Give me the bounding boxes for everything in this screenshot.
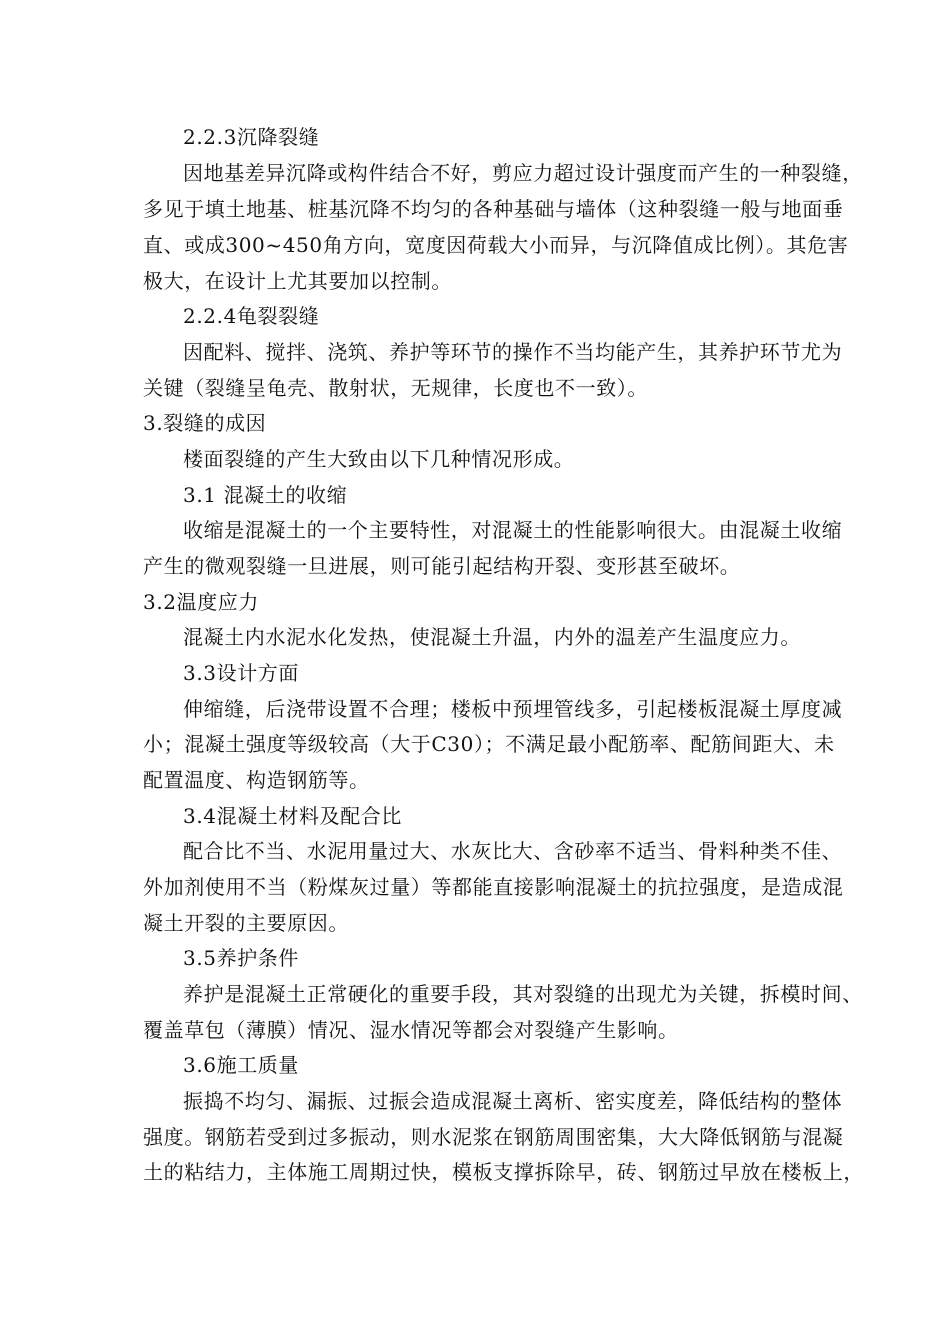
paragraph-line: 因地基差异沉降或构件结合不好，剪应力超过设计强度而产生的一种裂缝， — [183, 161, 863, 185]
subheading-2-2-3: 2.2.3沉降裂缝 — [183, 125, 320, 149]
paragraph-line: 因配料、搅拌、浇筑、养护等环节的操作不当均能产生，其养护环节尤为 — [183, 340, 843, 364]
paragraph-line: 关键（裂缝呈龟壳、散射状，无规律，长度也不一致）。 — [143, 376, 648, 400]
subheading-3-5: 3.5养护条件 — [183, 946, 300, 970]
subheading-3-6: 3.6施工质量 — [183, 1053, 300, 1077]
paragraph-line: 极大，在设计上尤其要加以控制。 — [143, 269, 452, 293]
paragraph-line: 产生的微观裂缝一旦进展，则可能引起结构开裂、变形甚至破坏。 — [143, 554, 741, 578]
paragraph-line: 振捣不均匀、漏振、过振会造成混凝土离析、密实度差，降低结构的整体 — [183, 1089, 843, 1113]
paragraph-line: 外加剂使用不当（粉煤灰过量）等都能直接影响混凝土的抗拉强度，是造成混 — [143, 875, 844, 899]
subheading-3-2: 3.2温度应力 — [143, 590, 260, 614]
paragraph-line: 强度。钢筋若受到过多振动，则水泥浆在钢筋周围密集，大大降低钢筋与混凝 — [143, 1125, 844, 1149]
paragraph-line: 多见于填土地基、桩基沉降不均匀的各种基础与墙体（这种裂缝一般与地面垂 — [143, 197, 844, 221]
paragraph-line: 配合比不当、水泥用量过大、水灰比大、含砂率不适当、骨料种类不佳、 — [183, 839, 843, 863]
subheading-3-3: 3.3设计方面 — [183, 661, 300, 685]
section-heading-3: 3.裂缝的成因 — [143, 411, 267, 435]
subheading-2-2-4: 2.2.4龟裂裂缝 — [183, 304, 320, 328]
paragraph-line: 凝土开裂的主要原因。 — [143, 911, 349, 935]
paragraph-line: 覆盖草包（薄膜）情况、湿水情况等都会对裂缝产生影响。 — [143, 1018, 679, 1042]
paragraph-line: 小；混凝土强度等级较高（大于C30）；不满足最小配筋率、配筋间距大、未 — [143, 732, 835, 756]
subheading-3-1: 3.1 混凝土的收缩 — [183, 483, 348, 507]
paragraph-line: 直、或成300~450角方向，宽度因荷载大小而异，与沉降值成比例）。其危害 — [143, 233, 849, 257]
paragraph-line: 收缩是混凝土的一个主要特性，对混凝土的性能影响很大。由混凝土收缩 — [183, 518, 843, 542]
paragraph-line: 伸缩缝，后浇带设置不合理；楼板中预埋管线多，引起楼板混凝土厚度减 — [183, 697, 843, 721]
paragraph-line: 配置温度、构造钢筋等。 — [143, 768, 370, 792]
paragraph-line: 楼面裂缝的产生大致由以下几种情况形成。 — [183, 447, 575, 471]
paragraph-line: 混凝土内水泥水化发热，使混凝土升温，内外的温差产生温度应力。 — [183, 625, 801, 649]
subheading-3-4: 3.4混凝土材料及配合比 — [183, 804, 403, 828]
paragraph-line: 养护是混凝土正常硬化的重要手段，其对裂缝的出现尤为关键，拆模时间、 — [183, 982, 863, 1006]
paragraph-line: 土的粘结力，主体施工周期过快，模板支撑拆除早，砖、钢筋过早放在楼板上， — [143, 1160, 864, 1184]
